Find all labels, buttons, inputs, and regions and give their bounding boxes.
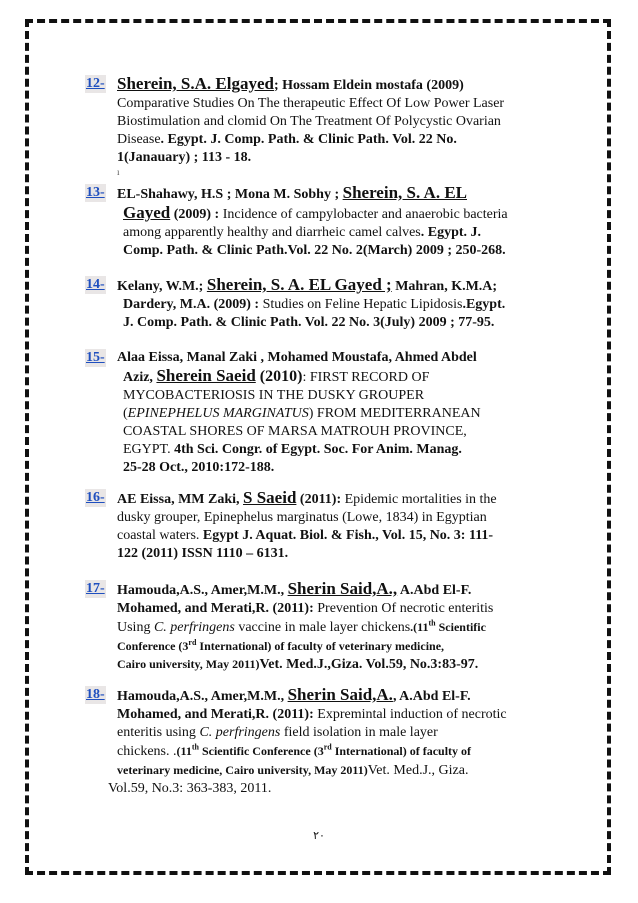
reference-15: 15- Alaa Eissa, Manal Zaki , Mohamed Moustafa, Ahmed Abdel Aziz, Sherein Saeid (2010): FIRST RECORD OF MYCOBACTERIOSIS IN THE DUSKY GROUPER (EPINEPHELUS MARGINATUS) FROM MEDITERRANEAN COASTAL SHORES OF MARSA MATROUH PROVINCE, EGYPT. 4th Sci. Congr. of Egypt. Soc. For Anim. Manag. 25-28 Oct., 2010:172-188. [86,350,481,475]
reference-number: 17- [86,581,105,596]
author-highlight: Sherin Said,A., [287,579,398,598]
reference-number: 12- [86,76,105,91]
reference-12: 12- Sherein, S.A. Elgayed; Hossam Eldein mostafa (2009) Comparative Studies On The therapeutic Effect Of Low Power Laser Biostimulation and clomid On The Treatment Of Polycystic Ovarian Disease. Egypt. J. Comp. Path. & Clinic Path. Vol. 22 No. 1(Janauary) ; 113 - 18. ı [90,75,560,177]
reference-18: 18- Hamouda,A.S., Amer,M.M., Sherin Said,A., A.Abd El-F. Mohamed, and Merati,R. (2011): Expremintal induction of necrotic enteritis using C. perfringens field isolation in male layer chickens. .(11th Scientific Conference (3rd International) of faculty of veterinary medicine, Cairo university, May 2011)Vet. Med.J., Giza. Vol.59, No.3: 363-383, 2011. [86,685,507,796]
reference-number: 13- [86,185,105,200]
reference-number: 15- [86,350,105,365]
reference-16: 16- AE Eissa, MM Zaki, S Saeid (2011): Epidemic mortalities in the dusky grouper, Epinephelus marginatus (Lowe, 1834) in Egyptian coastal waters. Egypt J. Aquat. Biol. & Fish., Vol. 15, No. 3: 111- 122 (2011) ISSN 1110 – 6131. [86,488,497,561]
reference-14: 14- Kelany, W.M.; Sherein, S. A. EL Gayed ; Mahran, K.M.A; Dardery, M.A. (2009) : Studies on Feline Hepatic Lipidosis.Egypt. J. Comp. Path. & Clinic Path. Vol. 22 No. 3(July) 2009 ; 77-95. [86,275,506,330]
reference-number: 18- [86,687,105,702]
reference-number: 16- [86,490,105,505]
author-highlight: Sherein, S. A. EL Gayed ; [206,275,392,294]
stray-mark: ı [117,167,120,177]
reference-13: 13- EL-Shahawy, H.S ; Mona M. Sobhy ; Sherein, S. A. EL Gayed (2009) : Incidence of campylobacter and anaerobic bacteria among apparently healthy and diarrheic camel calves. Egypt. J. Comp. Path. & Clinic Path.Vol. 22 No. 2(March) 2009 ; 250-268. [86,183,508,258]
author-highlight: Sherein, S.A. Elgayed [117,74,274,93]
author-highlight: S Saeid [243,488,297,507]
page-number: ٢٠ [313,829,325,842]
author-highlight: Sherein, S. A. EL [342,183,467,202]
author-highlight: Sherein Saeid [156,366,256,385]
author-highlight: Sherin Said,A. [287,685,393,704]
reference-17: 17- Hamouda,A.S., Amer,M.M., Sherin Said,A., A.Abd El-F. Mohamed, and Merati,R. (2011): Prevention Of necrotic enteritis Using C. perfringens vaccine in male layer chickens.(11th Scientific Conference (3rd International) of faculty of veterinary medicine, Cairo university, May 2011)Vet. Med.J.,Giza. Vol.59, No.3:83-97. [86,579,494,672]
reference-number: 14- [86,277,105,292]
